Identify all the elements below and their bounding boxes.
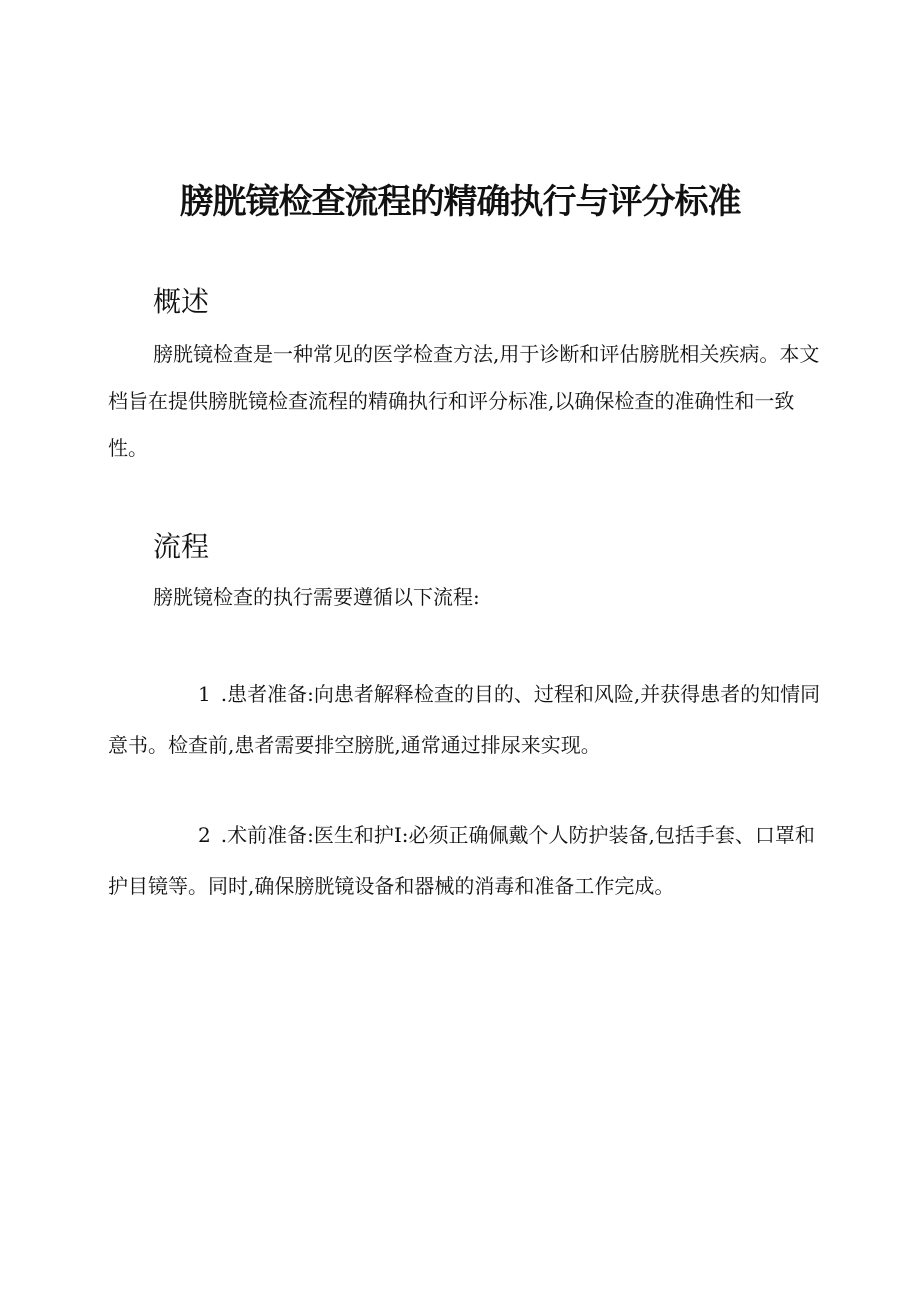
process-step-1 xyxy=(108,669,828,771)
list-item-number: 1 xyxy=(198,682,211,706)
list-item-text: .患者准备:向患者解释检查的目的、过程和风险,并获得患者的知情同意书。检查前,患者需要排空膀胱,通常通过排尿来实现。 xyxy=(108,682,821,757)
list-item-number: 2 xyxy=(198,823,211,847)
section-heading-overview: 概述 xyxy=(153,285,210,318)
document-title: 膀胱镜检查流程的精确执行与评分标准 xyxy=(179,182,741,222)
section-heading-process: 流程 xyxy=(153,530,210,563)
process-intro: 膀胱镜检查的执行需要遵循以下流程: xyxy=(153,585,480,609)
process-step-2 xyxy=(108,810,828,912)
list-item-text: .术前准备:医生和护I:必须正确佩戴个人防护装备,包括手套、口罩和护目镜等。同时,确保膀胱镜设备和器械的消毒和准备工作完成。 xyxy=(108,823,815,898)
overview-paragraph: 膀胱镜检查是一种常见的医学检查方法,用于诊断和评估膀胱相关疾病。本文档旨在提供膀胱镜检查流程的精确执行和评分标准,以确保检查的准确性和一致性。 xyxy=(108,342,820,460)
